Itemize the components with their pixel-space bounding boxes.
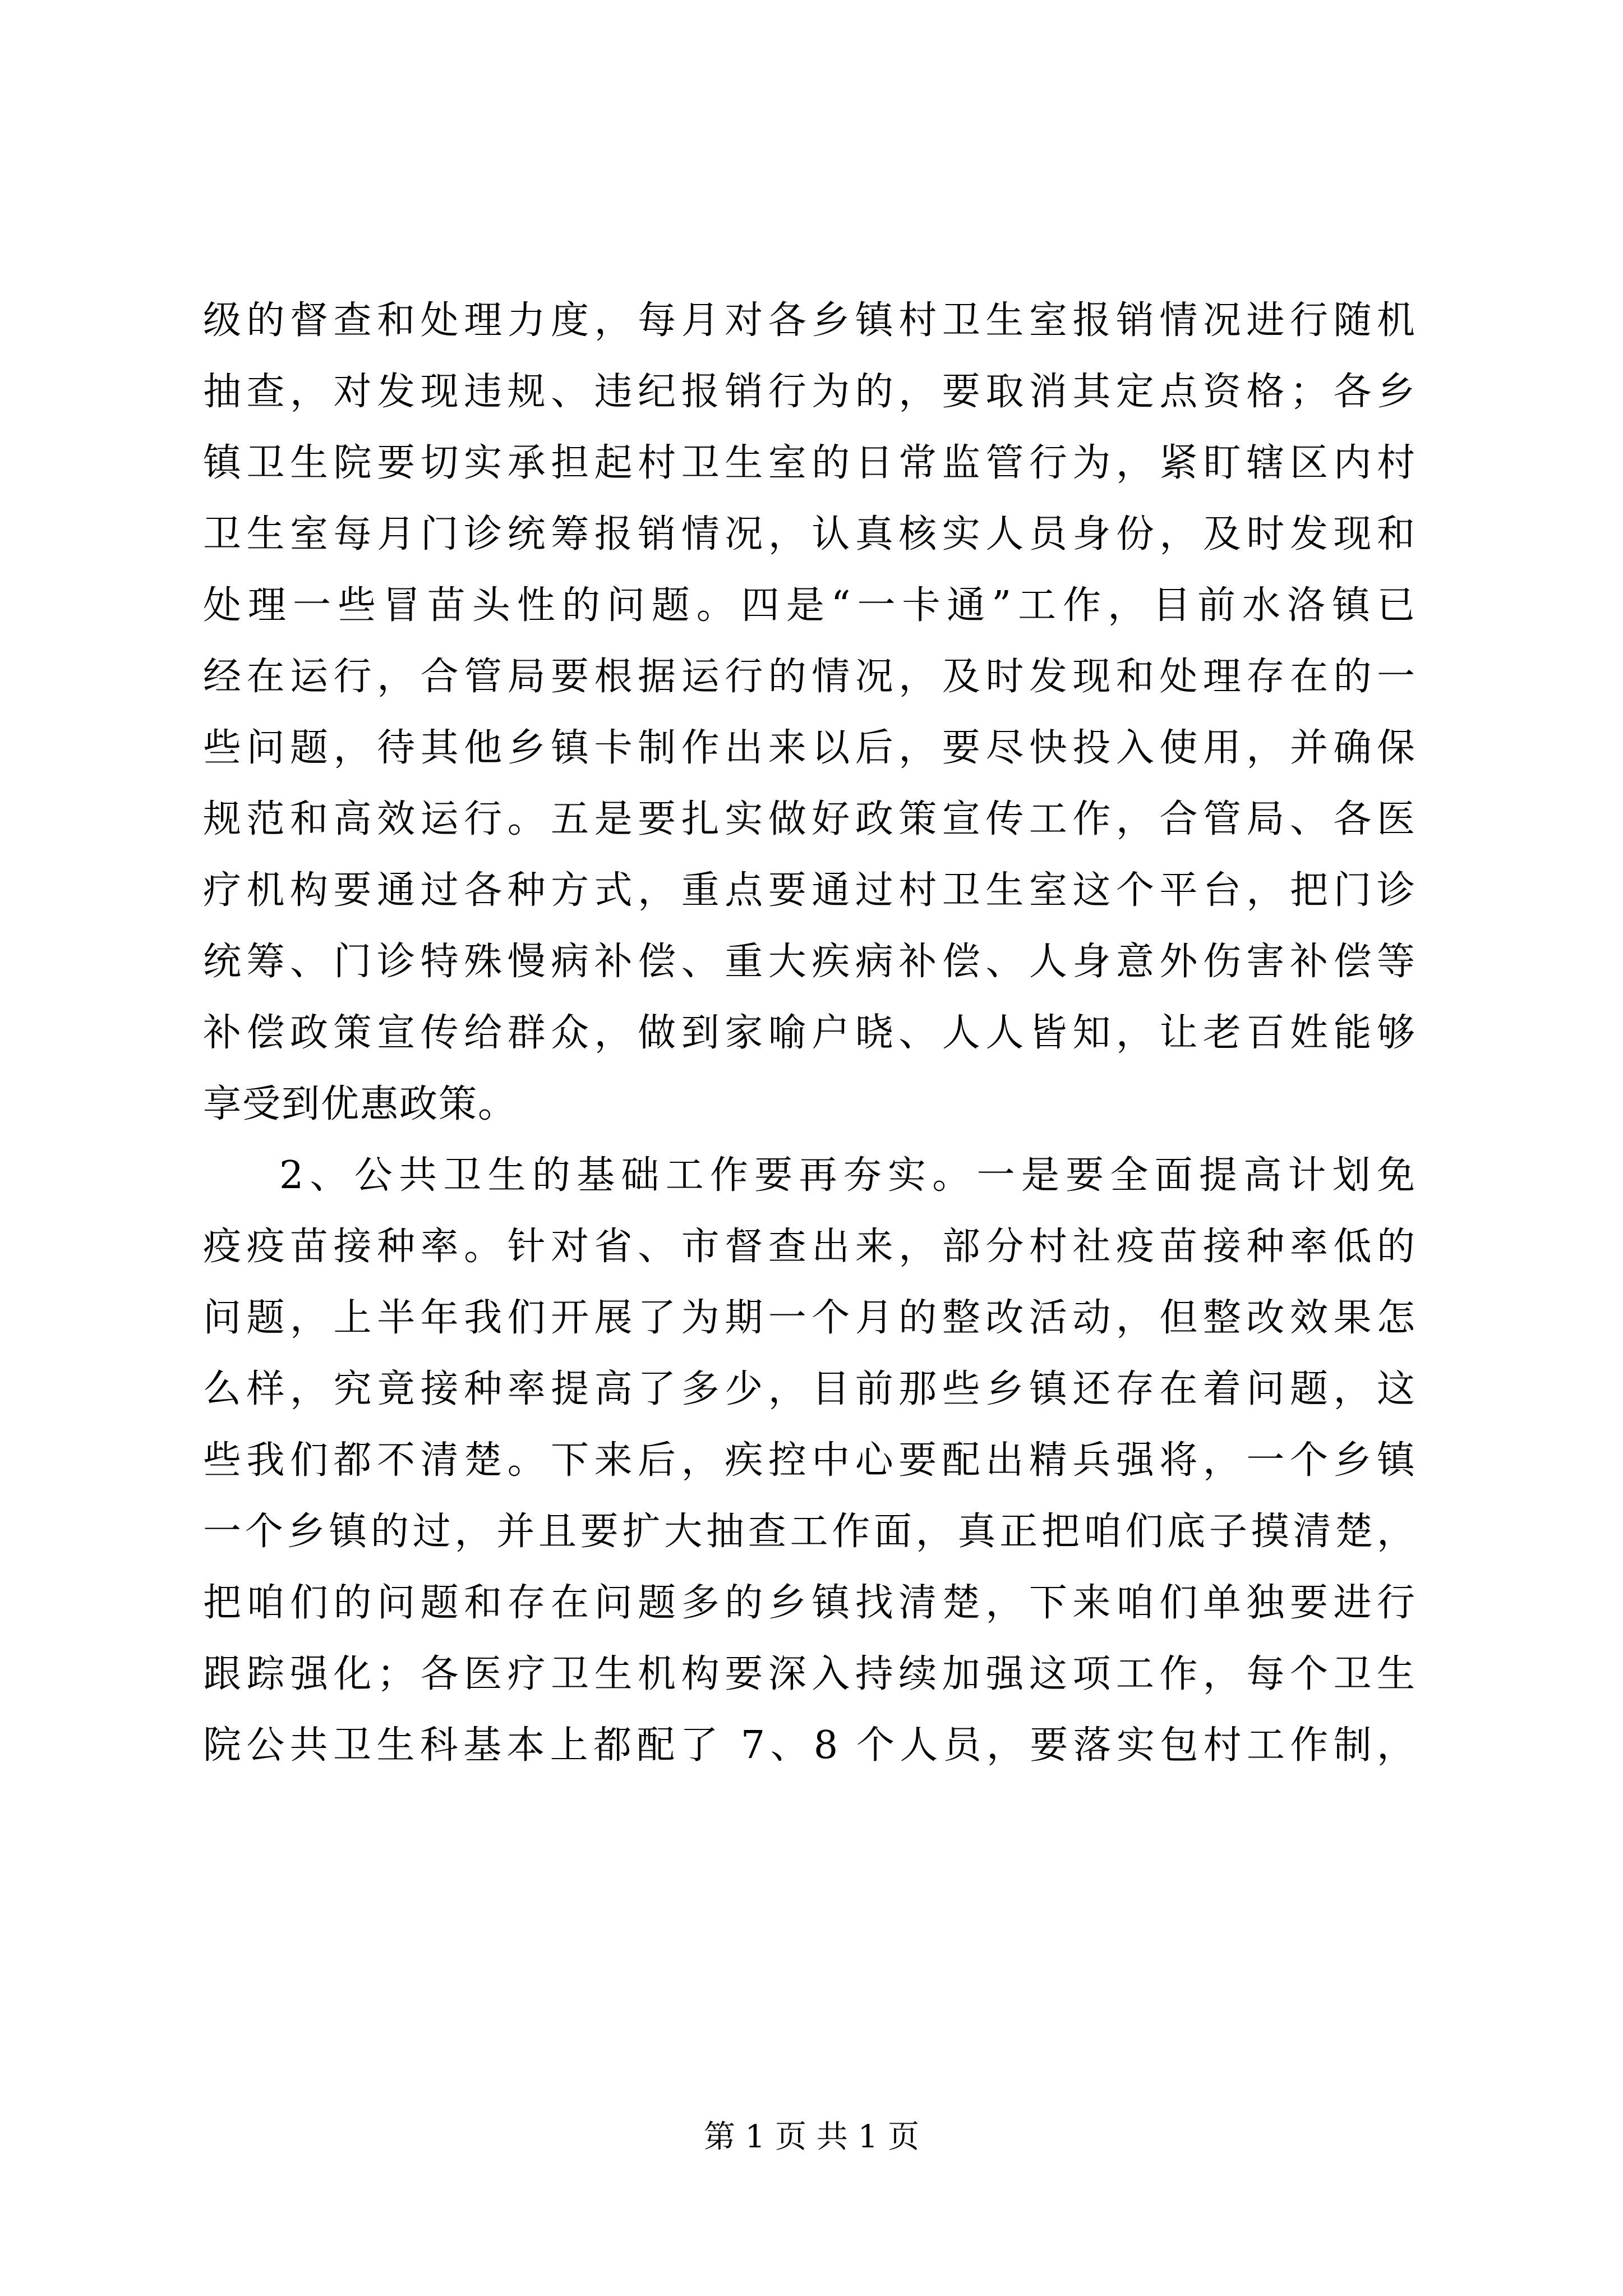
paragraph-2-line: 跟踪强化；各医疗卫生机构要深入持续加强这项工作，每个卫生 [203, 1652, 1416, 1696]
paragraph-2-line: 么样，究竟接种率提高了多少，目前那些乡镇还存在着问题，这 [203, 1367, 1416, 1411]
paragraph-1-line: 统筹、门诊特殊慢病补偿、重大疾病补偿、人身意外伤害补偿等 [203, 940, 1416, 984]
page-number-footer: 第 1 页 共 1 页 [703, 2119, 920, 2155]
paragraph-1-line: 级的督查和处理力度，每月对各乡镇村卫生室报销情况进行随机 [203, 298, 1416, 343]
paragraph-2-line: 院公共卫生科基本上都配了 7、8 个人员，要落实包村工作制， [203, 1723, 1416, 1768]
paragraph-1-line: 规范和高效运行。五是要扎实做好政策宣传工作，合管局、各医 [203, 797, 1416, 841]
paragraph-1-line: 些问题，待其他乡镇卡制作出来以后，要尽快投入使用，并确保 [203, 726, 1416, 770]
paragraph-2-line: 2、公共卫生的基础工作要再夯实。一是要全面提高计划免 [279, 1153, 1416, 1198]
paragraph-2-line: 些我们都不清楚。下来后，疾控中心要配出精兵强将，一个乡镇 [203, 1438, 1416, 1483]
paragraph-2-line: 问题，上半年我们开展了为期一个月的整改活动，但整改效果怎 [203, 1296, 1416, 1340]
paragraph-1-line: 补偿政策宣传给群众，做到家喻户晓、人人皆知，让老百姓能够 [203, 1011, 1416, 1055]
paragraph-1-line: 抽查，对发现违规、违纪报销行为的，要取消其定点资格；各乡 [203, 370, 1416, 414]
paragraph-1-line: 处理一些冒苗头性的问题。四是“一卡通”工作，目前水洛镇已 [203, 583, 1416, 628]
paragraph-1-line: 经在运行，合管局要根据运行的情况，及时发现和处理存在的一 [203, 655, 1416, 699]
paragraph-1-line: 卫生室每月门诊统筹报销情况，认真核实人员身份，及时发现和 [203, 512, 1416, 556]
paragraph-2-line: 把咱们的问题和存在问题多的乡镇找清楚，下来咱们单独要进行 [203, 1581, 1416, 1625]
paragraph-1-line: 镇卫生院要切实承担起村卫生室的日常监管行为，紧盯辖区内村 [203, 441, 1416, 485]
paragraph-1-line: 享受到优惠政策。 [203, 1082, 518, 1126]
paragraph-2-line: 疫疫苗接种率。针对省、市督查出来，部分村社疫苗接种率低的 [203, 1225, 1416, 1269]
paragraph-2-line: 一个乡镇的过，并且要扩大抽查工作面，真正把咱们底子摸清楚， [203, 1510, 1416, 1554]
paragraph-1-line: 疗机构要通过各种方式，重点要通过村卫生室这个平台，把门诊 [203, 868, 1416, 913]
